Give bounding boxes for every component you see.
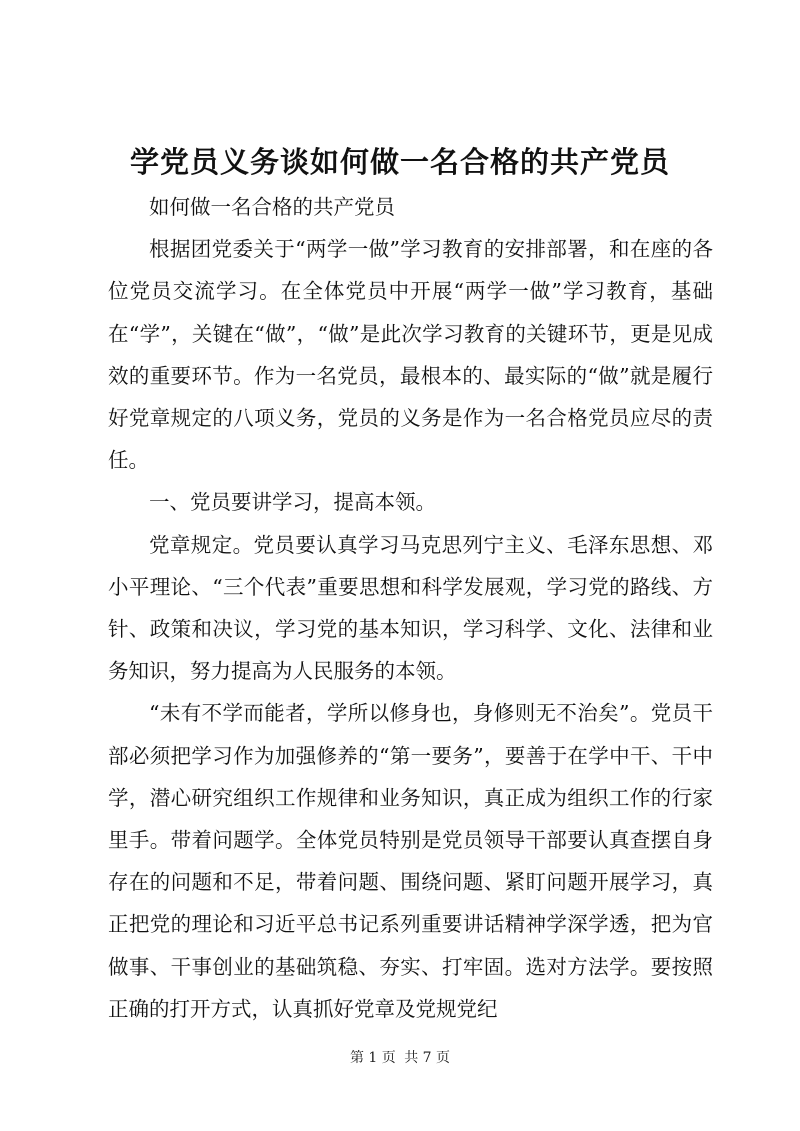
document-title: 学党员义务谈如何做一名合格的共产党员 xyxy=(129,145,670,179)
body-paragraph: “未有不学而能者，学所以修身也，身修则无不治矣”。党员干部必须把学习作为加强修养的“第一要务”，要善于在学中干、干中学，潜心研究组织工作规律和业务知识，真正成为组织工作的行家里手。带着问题学。全体党员特别是党员领导干部要认真查摆自身存在的问题和不足，带着问题、围绕问题、紧盯问题开展学习，真正把党的理论和习近平总书记系列重要讲话精神学深学透，把为官做事、干事创业的基础筑稳、夯实、打牢固。选对方法学。要按照正确的打开方式，认真抓好党章及党规党纪 xyxy=(108,701,713,1021)
body-paragraph: 党章规定。党员要认真学习马克思列宁主义、毛泽东思想、邓小平理论、“三个代表”重要思想和科学发展观，学习党的路线、方针、政策和决议，学习党的基本知识，学习科学、文化、法律和业务知识，努力提高为人民服务的本领。 xyxy=(108,532,713,684)
page-number: 第 1 页 xyxy=(349,1050,396,1066)
section-heading: 一、党员要讲学习，提高本领。 xyxy=(149,490,436,515)
body-paragraph: 根据团党委关于“两学一做”学习教育的安排部署，和在座的各位党员交流学习。在全体党员中开展“两学一做”学习教育，基础在“学”，关键在“做”，“做”是此次学习教育的关键环节，更是见成效的重要环节。作为一名党员，最根本的、最实际的“做”就是履行好党章规定的八项义务，党员的义务是作为一名合格党员应尽的责任。 xyxy=(108,237,713,473)
page-total: 共 7 页 xyxy=(404,1050,451,1066)
document-body xyxy=(108,186,713,1030)
page-footer xyxy=(0,1048,800,1068)
body-paragraph-subtitle: 如何做一名合格的共产党员 xyxy=(149,195,395,219)
